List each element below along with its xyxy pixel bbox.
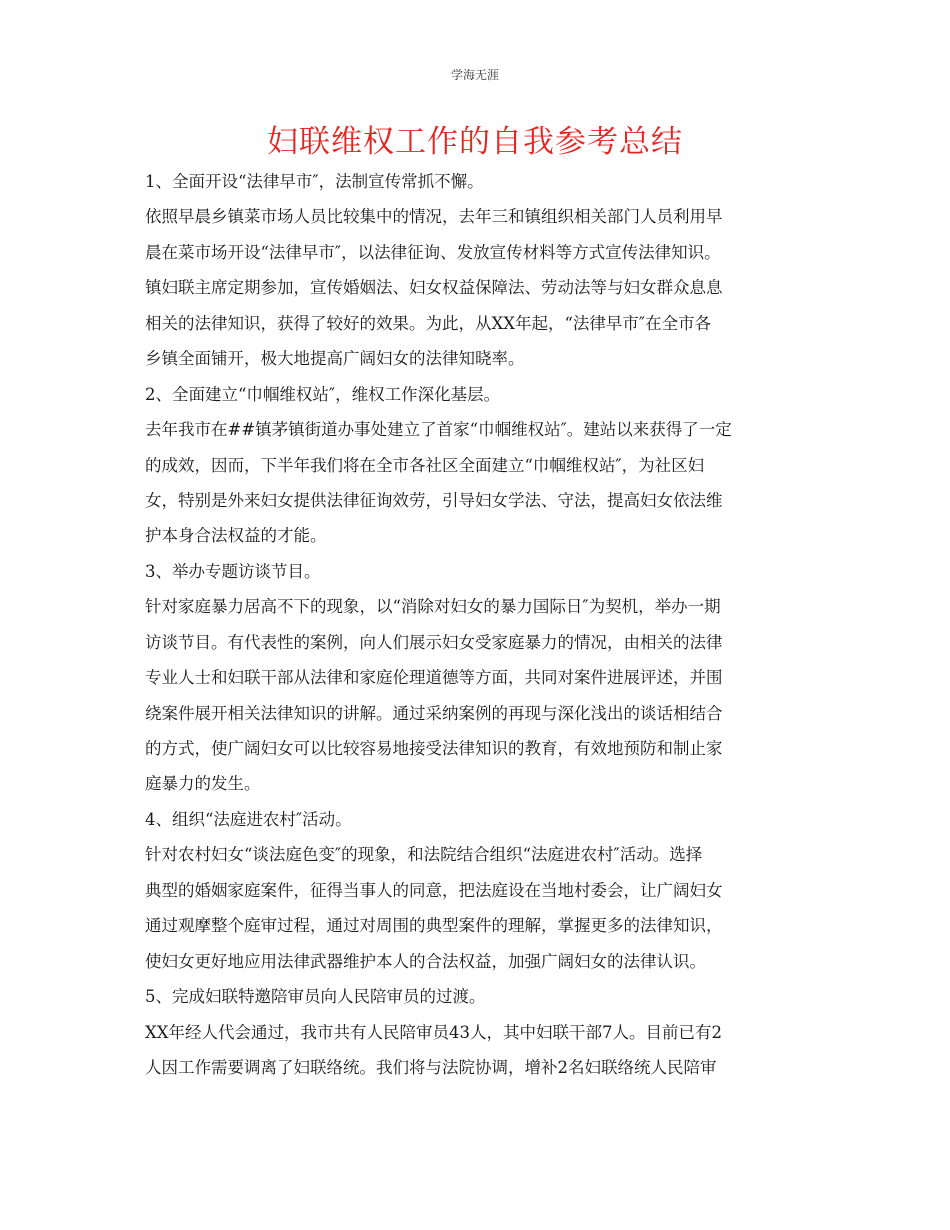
text-line: 庭暴力的发生。 — [145, 774, 261, 794]
text-line: 5、完成妇联特邀陪审员向人民陪审员的过渡。 — [145, 987, 486, 1007]
page-header: 学海无涯 — [450, 68, 499, 82]
text-line: 乡镇全面铺开，极大地提高广阔妇女的法律知晓率。 — [145, 349, 525, 369]
document-title: 妇联维权工作的自我参考总结 — [267, 124, 683, 160]
text-line: 使妇女更好地应用法律武器维护本人的合法权益，加强广阔妇女的法律认识。 — [145, 951, 706, 971]
document-body — [145, 164, 805, 1085]
text-line: 的成效，因而，下半年我们将在全市各社区全面建立“巾帼维权站″，为社区妇 — [145, 455, 705, 475]
text-line: XX年经人代会通过，我市共有人民陪审员43人，其中妇联干部7人。目前已有2 — [145, 1022, 722, 1042]
text-line: 访谈节目。有代表性的案例，向人们展示妇女受家庭暴力的情况，由相关的法律 — [145, 632, 723, 652]
text-line: 针对家庭暴力居高不下的现象，以“消除对妇女的暴力国际日″为契机，举办一期 — [145, 597, 721, 617]
text-line: 去年我市在##镇茅镇街道办事处建立了首家“巾帼维权站″。建站以来获得了一定 — [145, 420, 732, 440]
text-line: 1、全面开设“法律早市″，法制宣传常抓不懈。 — [145, 172, 484, 191]
text-line: 绕案件展开相关法律知识的讲解。通过采纳案例的再现与深化浅出的谈话相结合 — [145, 703, 723, 723]
text-line: 3、举办专题访谈节目。 — [145, 561, 321, 581]
text-line: 女，特别是外来妇女提供法律征询效劳，引导妇女学法、守法，提高妇女依法维 — [145, 490, 723, 510]
text-line: 4、组织“法庭进农村″活动。 — [145, 809, 352, 829]
text-line: 通过观摩整个庭审过程，通过对周围的典型案件的理解，掌握更多的法律知识， — [145, 916, 723, 936]
text-line: 护本身合法权益的才能。 — [145, 526, 327, 546]
text-line: 典型的婚姻家庭案件，征得当事人的同意，把法庭设在当地村委会，让广阔妇女 — [145, 880, 723, 900]
text-line: 2、全面建立“巾帼维权站″，维权工作深化基层。 — [145, 384, 501, 404]
text-line: 晨在菜市场开设“法律早市″，以法律征询、发放宣传材料等方式宣传法律知识。 — [145, 242, 721, 262]
text-line: 针对农村妇女“谈法庭色变″的现象，和法院结合组织“法庭进农村″活动。选择 — [145, 845, 703, 865]
text-line: 人因工作需要调离了妇联络统。我们将与法院协调，增补2名妇联络统人民陪审 — [145, 1057, 717, 1077]
text-line: 专业人士和妇联干部从法律和家庭伦理道德等方面，共同对案件进展评述，并围 — [145, 668, 723, 688]
text-line: 相关的法律知识，获得了较好的效果。为此，从XX年起，“法律早市″在全市各 — [145, 313, 712, 333]
text-line: 镇妇联主席定期参加，宣传婚姻法、妇女权益保障法、劳动法等与妇女群众息息 — [145, 278, 723, 298]
text-line: 依照早晨乡镇菜市场人员比较集中的情况，去年三和镇组织相关部门人员利用早 — [145, 207, 723, 227]
text-line: 的方式，使广阔妇女可以比较容易地接受法律知识的教育，有效地预防和制止家 — [145, 739, 723, 758]
